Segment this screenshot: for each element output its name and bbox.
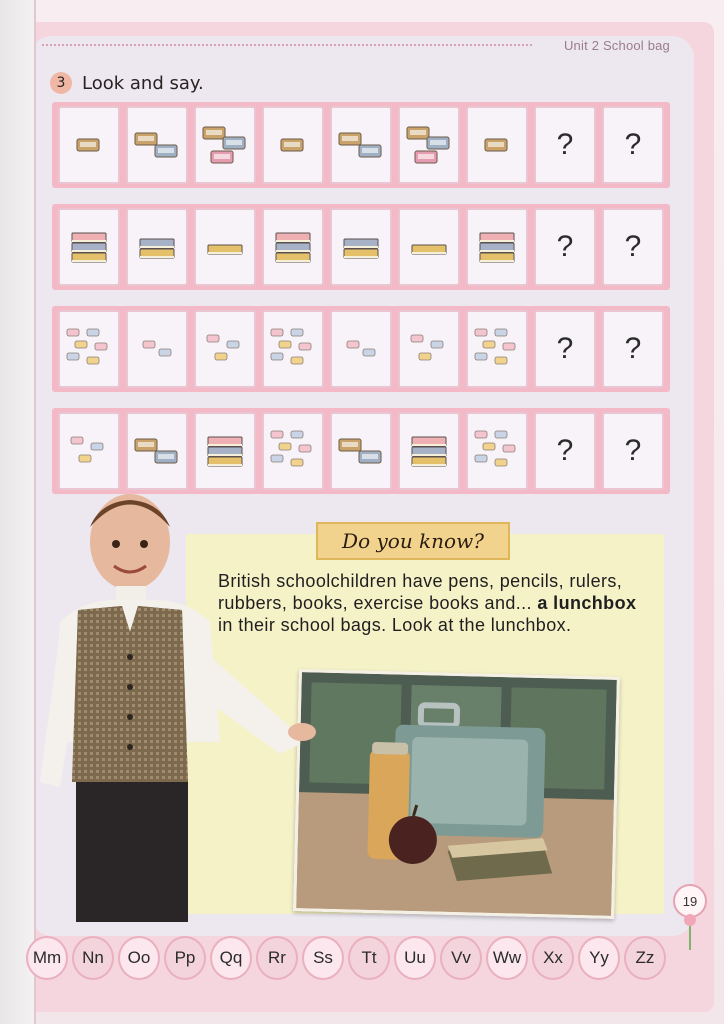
pencil-case-1-picture (262, 106, 324, 184)
boy-illustration (30, 482, 330, 922)
alphabet-letter-tt: Tt (348, 936, 390, 980)
books-3-picture (466, 208, 528, 286)
alphabet-letter-nn: Nn (72, 936, 114, 980)
rubbers-2-picture (126, 310, 188, 388)
question-mark-cell: ? (534, 310, 596, 388)
rubbers-2-picture (330, 310, 392, 388)
question-mark-cell: ? (602, 106, 664, 184)
pattern-row-3 (52, 306, 670, 392)
question-mark-cell: ? (534, 106, 596, 184)
alphabet-letter-rr: Rr (256, 936, 298, 980)
alphabet-letter-qq: Qq (210, 936, 252, 980)
books-3-picture (398, 412, 460, 490)
pencil-case-2-picture (330, 412, 392, 490)
rubbers-many-picture (58, 310, 120, 388)
rubbers-many-picture (466, 412, 528, 490)
rubbers-3-picture (58, 412, 120, 490)
rubbers-3-picture (398, 310, 460, 388)
do-you-know-title: Do you know? (316, 522, 510, 560)
do-you-know-text-bold: a lunchbox (537, 593, 637, 613)
rubbers-many-picture (466, 310, 528, 388)
page-number: 19 (673, 884, 707, 918)
unit-header: Unit 2 School bag (563, 38, 670, 53)
pencil-case-2-picture (126, 106, 188, 184)
alphabet-letter-xx: Xx (532, 936, 574, 980)
alphabet-letter-vv: Vv (440, 936, 482, 980)
pencil-case-2-picture (126, 412, 188, 490)
book-1-picture (194, 208, 256, 286)
book-1-picture (398, 208, 460, 286)
pencil-case-3-picture (398, 106, 460, 184)
pencil-case-3-picture (194, 106, 256, 184)
alphabet-letter-pp: Pp (164, 936, 206, 980)
question-mark-cell: ? (534, 208, 596, 286)
header-dotted-line (42, 44, 532, 46)
alphabet-letter-uu: Uu (394, 936, 436, 980)
books-3-picture (262, 208, 324, 286)
exercise-title: Look and say. (82, 72, 204, 94)
books-2-picture (330, 208, 392, 286)
rubbers-many-picture (262, 412, 324, 490)
question-mark-cell: ? (602, 412, 664, 490)
books-2-picture (126, 208, 188, 286)
do-you-know-text-1: British schoolchildren have pens, pencils, rulers, rubbers, books, exercise books and... (218, 571, 623, 613)
pencil-case-1-picture (466, 106, 528, 184)
alphabet-letter-mm: Mm (26, 936, 68, 980)
books-3-picture (194, 412, 256, 490)
question-mark-cell: ? (602, 310, 664, 388)
alphabet-letter-oo: Oo (118, 936, 160, 980)
alphabet-letter-ss: Ss (302, 936, 344, 980)
pencil-case-2-picture (330, 106, 392, 184)
exercise-heading (50, 72, 204, 94)
books-3-picture (58, 208, 120, 286)
rubbers-many-picture (262, 310, 324, 388)
flower-decoration (680, 910, 700, 950)
question-mark-cell: ? (602, 208, 664, 286)
do-you-know-text-2: in their school bags. Look at the lunchbox. (218, 615, 572, 635)
rubbers-3-picture (194, 310, 256, 388)
pattern-row-1 (52, 102, 670, 188)
exercise-number: 3 (50, 72, 72, 94)
alphabet-letter-yy: Yy (578, 936, 620, 980)
alphabet-strip (26, 930, 666, 986)
alphabet-letter-ww: Ww (486, 936, 528, 980)
question-mark-cell: ? (534, 412, 596, 490)
lunchbox-photo (293, 669, 620, 919)
pencil-case-1-picture (58, 106, 120, 184)
pattern-row-2 (52, 204, 670, 290)
alphabet-letter-zz: Zz (624, 936, 666, 980)
